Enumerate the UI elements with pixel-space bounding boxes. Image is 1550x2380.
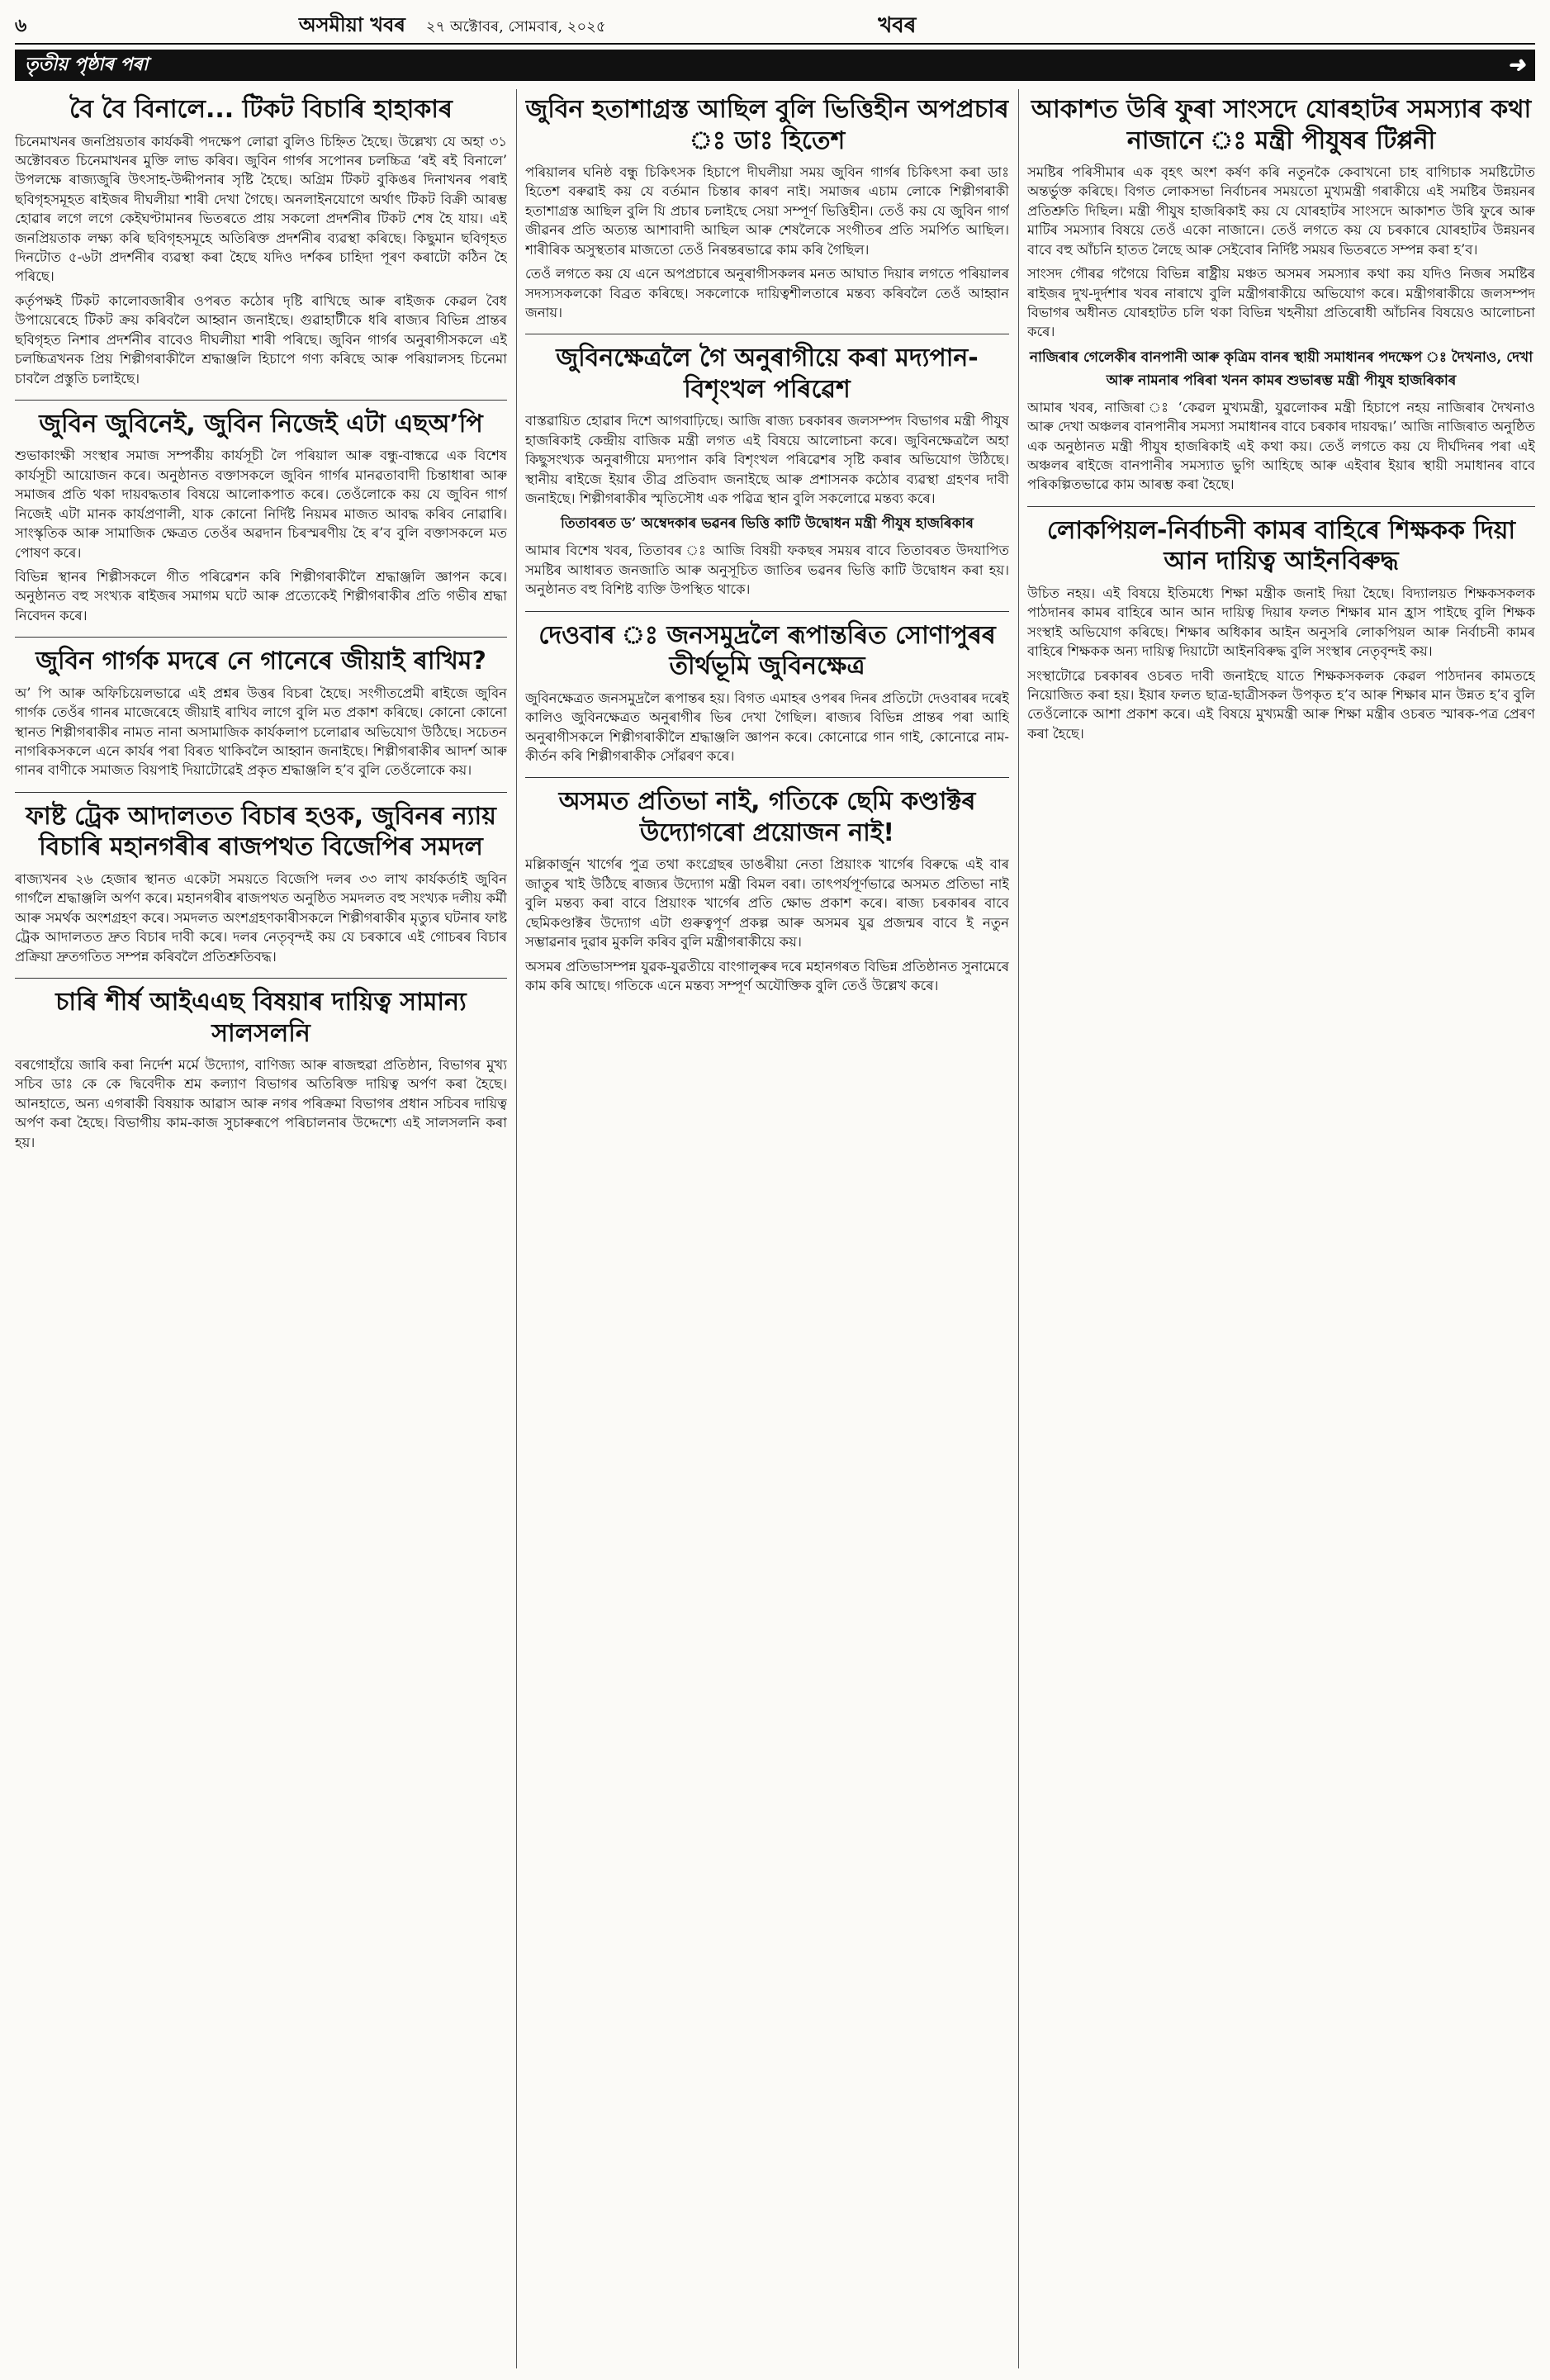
article-text: অসমৰ প্ৰতিভাসম্পন্ন যুৱক-যুৱতীয়ে বাংগালুৰুৰ দৰে মহানগৰত বিভিন্ন প্ৰতিষ্ঠানত সুনামেৰে কাম কৰি আছে। গতিকে এনে মন্তব্য সম্পূৰ্ণ অযৌক্তিক বুলি তেওঁ উল্লেখ কৰে।: [525, 958, 1009, 993]
article: [1027, 94, 1535, 495]
subheadline: তিতাবৰত ড’ অম্বেদকাৰ ভৱনৰ ভিত্তি কাটি উদ্বোধন মন্ত্ৰী পীযুষ হাজৰিকাৰ: [561, 515, 974, 533]
article-text: সমষ্টিৰ পৰিসীমাৰ এক বৃহৎ অংশ কৰ্ষণ কৰি নতুনকৈ কেবাখনো চাহ বাগিচাক সমষ্টিটোত অন্তৰ্ভুক্ত কৰিছে। বিগত লোকসভা নিৰ্বাচনৰ সময়তো মুখ্যমন্ত্ৰী গৰাকীয়ে এই সমষ্টিৰ উন্নয়নৰ প্ৰতিশ্ৰুতি দিছিল। মন্ত্ৰী পীযুষ হাজৰিকাই কয় যে যোৰহাটৰ সাংসদে আকাশত উৰি ফুৰে আৰু মাটিৰ সমস্যাৰ বিষয়ে তেওঁ একো নাজানে। তেওঁ লগতে কয় যে চৰকাৰে যোৰহাটৰ উন্নয়নৰ বাবে বহু আঁচনি হাতত লৈছে আৰু সেইবোৰ নিৰ্দিষ্ট সময়ৰ ভিতৰতে সম্পন্ন কৰা হ’ব।: [1027, 164, 1535, 258]
article-text: জুবিনক্ষেত্ৰত জনসমুদ্ৰলৈ ৰূপান্তৰ হয়। বিগত এমাহৰ ওপৰৰ দিনৰ প্ৰতিটো দেওবাৰৰ দৰেই কালিও জুবিনক্ষেত্ৰত অনুৰাগীৰ ভিৰ দেখা গৈছিল। ৰাজ্যৰ বিভিন্ন প্ৰান্তৰ পৰা আহি অনুৰাগীসকলে শিল্পীগৰাকীলৈ শ্ৰদ্ধাঞ্জলি জ্ঞাপন কৰে। কোনোৱে গান গাই, কোনোৱে নাম-কীৰ্তন কৰি শিল্পীগৰাকীক সোঁৱৰণ কৰে।: [525, 690, 1009, 765]
column-divider: [1018, 89, 1019, 2368]
article-text: অ’ পি আৰু অফিচিয়েলভাৱে এই প্ৰশ্নৰ উত্তৰ বিচৰা হৈছে। সংগীতপ্ৰেমী ৰাইজে জুবিন গাৰ্গক তেওঁৰ গানৰ মাজেৰেহে জীয়াই ৰাখিব লাগে বুলি মত প্ৰকাশ কৰিছে। কোনো কোনো স্থানত শিল্পীগৰাকীৰ নামত নানা অসামাজিক কাৰ্যকলাপ চলোৱাৰ অভিযোগ উঠিছে। সচেতন নাগৰিকসকলে এনে কাৰ্যৰ পৰা বিৰত থাকিবলৈ আহ্বান জনাইছে। শিল্পীগৰাকীৰ আদৰ্শ আৰু গানৰ বাণীকে সমাজত বিয়পাই দিয়াটোৱেই প্ৰকৃত শ্ৰদ্ধাঞ্জলি হ’ব বুলি তেওঁলোকে কয়।: [15, 685, 507, 779]
divider: [15, 637, 507, 638]
subheadline: নাজিৰাৰ গেলেকীৰ বানপানী আৰু কৃত্ৰিম বানৰ স্থায়ী সমাধানৰ পদক্ষেপ ঃ দৈখনাও, দেখা আৰু নামনাৰ পৰিৰা খনন কামৰ শুভাৰম্ভ মন্ত্ৰী পীযুষ হাজৰিকাৰ: [1029, 348, 1533, 389]
headline: জুবিন হতাশাগ্ৰস্ত আছিল বুলি ভিত্তিহীন অপপ্ৰচাৰ ঃ ডাঃ হিতেশ: [525, 95, 1009, 155]
divider: [15, 792, 507, 793]
headline: জুবিন জুবিনেই, জুবিন নিজেই এটা এছঅ’পি: [39, 409, 483, 439]
paper-name: অসমীয়া খবৰ: [298, 12, 405, 36]
issue-date: ২৭ অক্টোবৰ, সোমবাৰ, ২০২৫: [425, 18, 606, 36]
column-2: [525, 89, 1009, 2368]
headline: দেওবাৰ ঃ জনসমুদ্ৰলৈ ৰূপান্তৰিত সোণাপুৰৰ তীৰ্থভূমি জুবিনক্ষেত্ৰ: [538, 620, 996, 681]
article-text: কৰ্তৃপক্ষই টিকট কালোবজাৰীৰ ওপৰত কঠোৰ দৃষ্টি ৰাখিছে আৰু ৰাইজক কেৱল বৈধ উপায়েৰেহে টিকট ক্ৰয় কৰিবলৈ আহ্বান জনাইছে। গুৱাহাটীকে ধৰি ৰাজ্যৰ বিভিন্ন প্ৰান্তৰ ছবিগৃহত নিশাৰ প্ৰদৰ্শনীৰ বাবেও দীঘলীয়া শাৰী পৰিছে। জুবিন গাৰ্গৰ অনুৰাগীসকলে এই চলচ্চিত্ৰখনক প্ৰিয় শিল্পীগৰাকীলৈ শ্ৰদ্ধাঞ্জলি হিচাপে গণ্য কৰিছে আৰু পৰিয়ালসহ চিনেমা চাবলৈ প্ৰস্তুতি চলাইছে।: [15, 292, 507, 386]
article-text: সাংসদ গৌৰৱ গগৈয়ে বিভিন্ন ৰাষ্ট্ৰীয় মঞ্চত অসমৰ সমস্যাৰ কথা কয় যদিও নিজৰ সমষ্টিৰ ৰাইজৰ দুখ-দুৰ্দশাৰ খবৰ নাৰাখে বুলি মন্ত্ৰীগৰাকীয়ে অভিযোগ কৰে। মন্ত্ৰীগৰাকীয়ে জলসম্পদ বিভাগৰ অধীনত যোৰহাটত চলি থকা বিভিন্ন খহনীয়া প্ৰতিৰোধী আঁচনিৰ বিষয়েও আলোচনা কৰে।: [1027, 266, 1535, 340]
article: [15, 801, 507, 966]
article: [15, 646, 507, 780]
column-1: [15, 89, 507, 2368]
article: [525, 343, 1009, 599]
headline: আকাশত উৰি ফুৰা সাংসদে যোৰহাটৰ সমস্যাৰ কথা নাজানে ঃ মন্ত্ৰী পীযুষৰ টিপ্পনী: [1031, 95, 1532, 155]
article-text: আমাৰ খবৰ, নাজিৰা ঃ ‘কেৱল মুখ্যমন্ত্ৰী, যুৱলোকৰ মন্ত্ৰী হিচাপে নহয় নাজিৰাৰ দৈখনাও আৰু দেখা অঞ্চলৰ বানপানীৰ সমস্যা সমাধানৰ বাবে চৰকাৰ দায়বদ্ধ।’ আজি নাজিৰাত অনুষ্ঠিত এক অনুষ্ঠানত মন্ত্ৰী পীযুষ হাজৰিকাই এই কথা কয়। তেওঁ লগতে কয় যে দীৰ্ঘদিনৰ পৰা এই অঞ্চলৰ ৰাইজে বানপানীৰ সমস্যাত ভুগি আহিছে আৰু এইবাৰ ইয়াৰ স্থায়ী সমাধানৰ বাবে পৰিকল্পিতভাৱে কাম আৰম্ভ কৰা হৈছে।: [1027, 399, 1535, 493]
article-text: সংস্থাটোৱে চৰকাৰৰ ওচৰত দাবী জনাইছে যাতে শিক্ষকসকলক কেৱল পাঠদানৰ কামতহে নিয়োজিত কৰা হয়। ইয়াৰ ফলত ছাত্ৰ-ছাত্ৰীসকল উপকৃত হ’ব আৰু শিক্ষাৰ মান উন্নত হ’ব বুলি তেওঁলোকে আশা প্ৰকাশ কৰে। এই বিষয়ে মুখ্যমন্ত্ৰী আৰু শিক্ষা মন্ত্ৰীৰ ওচৰত স্মাৰক-পত্ৰ প্ৰেৰণ কৰা হৈছে।: [1027, 667, 1535, 742]
article-text: বাস্তৱায়িত হোৱাৰ দিশে আগবাঢ়িছে। আজি ৰাজ্য চৰকাৰৰ জলসম্পদ বিভাগৰ মন্ত্ৰী পীযুষ হাজৰিকাই কেন্দ্ৰীয় বাজিক মন্ত্ৰী লগত এই বিষয়ে আলোচনা কৰে। জুবিনক্ষেত্ৰলৈ অহা কিছুসংখ্যক অনুৰাগীয়ে মদ্যপান কৰি বিশৃংখল পৰিৱেশৰ সৃষ্টি কৰাৰ অভিযোগ উঠিছে। স্থানীয় ৰাইজে ইয়াৰ তীব্ৰ প্ৰতিবাদ জনাইছে আৰু প্ৰশাসনক কঠোৰ ব্যৱস্থা গ্ৰহণৰ দাবী জনাইছে। শিল্পীগৰাকীৰ স্মৃতিসৌধ এক পৱিত্ৰ স্থান বুলি সকলোৱে মন্তব্য কৰে।: [525, 413, 1009, 507]
headline: চাৰি শীৰ্ষ আইএএছ বিষয়াৰ দায়িত্ব সামান্য সালসলনি: [55, 988, 467, 1048]
divider: [15, 400, 507, 401]
strip-label: তৃতীয় পৃষ্ঠাৰ পৰা: [25, 53, 149, 75]
section-title: খবৰ: [878, 13, 917, 38]
arrow-icon: ➜: [1507, 53, 1525, 78]
headline: লোকপিয়ল-নিৰ্বাচনী কামৰ বাহিৰে শিক্ষকক দিয়া আন দায়িত্ব আইনবিৰুদ্ধ: [1046, 515, 1516, 576]
divider: [1027, 506, 1535, 507]
article: [525, 94, 1009, 322]
article-text: ৰাজ্যখনৰ ২৬ হেজাৰ স্থানত একেটা সময়তে বিজেপি দলৰ ৩৩ লাখ কাৰ্যকৰ্তাই জুবিন গাৰ্গলৈ শ্ৰদ্ধাঞ্জলি অৰ্পণ কৰে। মহানগৰীৰ ৰাজপথত অনুষ্ঠিত সমদলত বহু সংখ্যক দলীয় কৰ্মী আৰু সমৰ্থক অংশগ্ৰহণ কৰে। সমদলত অংশগ্ৰহণকাৰীসকলে শিল্পীগৰাকীৰ মৃত্যুৰ ঘটনাৰ ফাষ্ট ট্ৰেক আদালতত দ্ৰুত বিচাৰ দাবী কৰে। দলৰ নেতৃবৃন্দই কয় যে চৰকাৰে এই গোচৰৰ বিচাৰ প্ৰক্ৰিয়া দ্ৰুতগতিত সম্পন্ন কৰিবলৈ প্ৰতিশ্ৰুতিবদ্ধ।: [15, 870, 507, 965]
headline: জুবিন গাৰ্গক মদৰে নে গানেৰে জীয়াই ৰাখিম?: [36, 647, 486, 676]
column-3: [1027, 89, 1535, 2368]
article-text: তেওঁ লগতে কয় যে এনে অপপ্ৰচাৰে অনুৰাগীসকলৰ মনত আঘাত দিয়াৰ লগতে পৰিয়ালৰ সদস্যসকলকো বিব্ৰত কৰিছে। সকলোকে দায়িত্বশীলতাৰে মন্তব্য কৰিবলৈ তেওঁ আহ্বান জনায়।: [525, 266, 1009, 320]
article-text: চিনেমাখনৰ জনপ্ৰিয়তাৰ কাৰ্যকৰী পদক্ষেপ লোৱা বুলিও চিহ্নিত হৈছে। উল্লেখ্য যে অহা ৩১ অক্টোবৰত চিনেমাখনৰ মুক্তি লাভ কৰিব। জুবিন গাৰ্গৰ সপোনৰ চলচ্চিত্ৰ ‘ৰই ৰই বিনালে’ উপলক্ষে ৰাজ্যজুৰি উৎসাহ-উদ্দীপনাৰ সৃষ্টি হৈছে। অগ্ৰিম টিকট বুকিঙৰ দিনাখনৰ পৰাই ছবিগৃহসমূহত ৰাইজৰ দীঘলীয়া শাৰী দেখা গৈছে। অনলাইনযোগে অৰ্থাৎ টিকট বিক্ৰী আৰম্ভ হোৱাৰ লগে লগে কেইঘণ্টামানৰ ভিতৰতে প্ৰায় সকলো প্ৰদৰ্শনীৰ টিকট শেষ হৈ যায়। এই জনপ্ৰিয়তাক লক্ষ্য কৰি ছবিগৃহসমূহে অতিৰিক্ত প্ৰদৰ্শনীৰ ব্যৱস্থা কৰিছে। কিছুমান ছবিগৃহত দিনটোত ৫-৬টা প্ৰদৰ্শনীৰ ব্যৱস্থা কৰা হৈছে যদিও দৰ্শকৰ চাহিদা পূৰণ কৰাটো কঠিন হৈ পৰিছে।: [15, 133, 507, 285]
divider: [525, 777, 1009, 778]
article: [15, 987, 507, 1152]
headline: ফাষ্ট ট্ৰেক আদালতত বিচাৰ হওক, জুবিনৰ ন্যায় বিচাৰি মহানগৰীৰ ৰাজপথত বিজেপিৰ সমদল: [26, 801, 496, 862]
article: [525, 786, 1009, 995]
column-divider: [516, 89, 517, 2368]
article: [525, 620, 1009, 766]
article-text: শুভাকাংক্ষী সংস্থাৰ সমাজ সম্পৰ্কীয় কাৰ্যসূচী লৈ পৰিয়াল আৰু বন্ধু-বান্ধৱে এক বিশেষ কাৰ্যসূচী আয়োজন কৰে। অনুষ্ঠানত বক্তাসকলে জুবিন গাৰ্গৰ মানৱতাবাদী চিন্তাধাৰা আৰু সমাজৰ প্ৰতি থকা দায়বদ্ধতাৰ বিষয়ে আলোকপাত কৰে। তেওঁলোকে কয় যে জুবিন গাৰ্গ নিজেই এটা মানক কাৰ্যপ্ৰণালী, যাক কোনো নিৰ্দিষ্ট নিয়মৰ মাজত আবদ্ধ কৰিব নোৱাৰি। সাংস্কৃতিক আৰু সামাজিক ক্ষেত্ৰত তেওঁৰ অৱদান চিৰস্মৰণীয় হৈ ৰ’ব বুলি বক্তাসকলে মত পোষণ কৰে।: [15, 448, 507, 561]
article-text: উচিত নহয়। এই বিষয়ে ইতিমধ্যে শিক্ষা মন্ত্ৰীক জনাই দিয়া হৈছে। বিদ্যালয়ত শিক্ষকসকলক পাঠদানৰ কামৰ বাহিৰে আন আন দায়িত্ব দিয়াৰ ফলত শিক্ষাৰ মান হ্ৰাস পাইছে বুলি শিক্ষক সংস্থাই অভিযোগ কৰিছে। শিক্ষাৰ অধিকাৰ আইন অনুসৰি লোকপিয়ল আৰু নিৰ্বাচনী কামৰ বাহিৰে শিক্ষকক অন্য দায়িত্ব দিয়াটো আইনবিৰুদ্ধ বুলি সংস্থাৰ নেতৃবৃন্দই কয়।: [1027, 585, 1535, 660]
article-text: আমাৰ বিশেষ খবৰ, তিতাবৰ ঃ আজি বিষয়ী ফকছৰ সময়ৰ বাবে তিতাবৰত উদযাপিত সমষ্টিৰ আধাৰত জনজাতি আৰু অনুসূচিত জাতিৰ ভৱনৰ ভিত্তি কাটি উদ্বোধন কৰা হয়। অনুষ্ঠানত বহু বিশিষ্ট ব্যক্তি উপস্থিত থাকে।: [525, 543, 1009, 598]
divider: [525, 611, 1009, 612]
article-text: বৰগোহাঁয়ে জাৰি কৰা নিৰ্দেশ মৰ্মে উদ্যোগ, বাণিজ্য আৰু ৰাজহুৱা প্ৰতিষ্ঠান, বিভাগৰ মুখ্য সচিব ডাঃ কে কে দ্বিবেদীক শ্ৰম কল্যাণ বিভাগৰ অতিৰিক্ত দায়িত্ব অৰ্পণ কৰা হৈছে। আনহাতে, অন্য এগৰাকী বিষয়াক আৱাস আৰু নগৰ পৰিক্ৰমা বিভাগৰ প্ৰধান সচিবৰ দায়িত্ব অৰ্পণ কৰা হৈছে। বিভাগীয় কাম-কাজ সুচাৰুৰূপে পৰিচালনাৰ উদ্দেশ্যে এই সালসলনি কৰা হয়।: [15, 1057, 507, 1150]
page-header: [15, 10, 1535, 45]
divider: [15, 978, 507, 979]
article: [15, 409, 507, 625]
article-text: পৰিয়ালৰ ঘনিষ্ঠ বন্ধু চিকিৎসক হিচাপে দীঘলীয়া সময় জুবিন গাৰ্গৰ চিকিৎসা কৰা ডাঃ হিতেশ বৰুৱাই কয় যে বৰ্তমান চিন্তাৰ কাৰণ নাই। সমাজৰ এচাম লোকে শিল্পীগৰাকী হতাশাগ্ৰস্ত আছিল বুলি যি প্ৰচাৰ চলাইছে সেয়া সম্পূৰ্ণ ভিত্তিহীন। তেওঁ কয় যে জুবিন গাৰ্গ জীৱনৰ প্ৰতি অত্যন্ত আশাবাদী আছিল আৰু শেষলৈকে সংগীতৰ প্ৰতি সমৰ্পিত আছিল। শাৰীৰিক অসুস্থতাৰ মাজতো তেওঁ নিৰন্তৰভাৱে কাম কৰি গৈছিল।: [525, 164, 1009, 258]
masthead: [299, 10, 606, 43]
article: [15, 94, 507, 388]
page-number: ৬: [15, 14, 27, 36]
headline: অসমত প্ৰতিভা নাই, গতিকে ছেমি কণ্ডাক্টৰ উদ্যোগৰো প্ৰয়োজন নাই!: [558, 787, 976, 847]
article-text: বিভিন্ন স্থানৰ শিল্পীসকলে গীত পৰিৱেশন কৰি শিল্পীগৰাকীলৈ শ্ৰদ্ধাঞ্জলি জ্ঞাপন কৰে। অনুষ্ঠানত বহু সংখ্যক ৰাইজৰ সমাগম ঘটে আৰু প্ৰত্যেকেই শিল্পীগৰাকীৰ প্ৰতি গভীৰ শ্ৰদ্ধা নিবেদন কৰে।: [15, 569, 507, 623]
article: [1027, 515, 1535, 743]
headline: বৈ বৈ বিনালে... টিকট বিচাৰি হাহাকাৰ: [69, 95, 453, 124]
continued-strip: [15, 50, 1535, 81]
headline: জুবিনক্ষেত্ৰলৈ গৈ অনুৰাগীয়ে কৰা মদ্যপান-বিশৃংখল পৰিৱেশ: [556, 344, 979, 404]
article-text: মল্লিকাৰ্জুন খাৰ্গেৰ পুত্ৰ তথা কংগ্ৰেছৰ ডাঙৰীয়া নেতা প্ৰিয়াংক খাৰ্গেৰ বিৰুদ্ধে এই বাৰ জাতুৰ খাই উঠিছে ৰাজ্যৰ উদ্যোগ মন্ত্ৰী বিমল বৰা। তাৎপৰ্যপূৰ্ণভাৱে অসমত প্ৰতিভা নাই বুলি মন্তব্য কৰা বাবে প্ৰিয়াংক খাৰ্গেৰ প্ৰতি ক্ষোভ প্ৰকাশ কৰে। ৰাজ্য চৰকাৰৰ বাবে ছেমিকণ্ডাক্টৰ উদ্যোগ এটা গুৰুত্বপূৰ্ণ প্ৰকল্প আৰু অসমৰ যুৱ প্ৰজন্মৰ বাবে ই নতুন সম্ভাৱনাৰ দুৱাৰ মুকলি কৰিব বুলি মন্ত্ৰীগৰাকীয়ে কয়।: [525, 856, 1009, 951]
